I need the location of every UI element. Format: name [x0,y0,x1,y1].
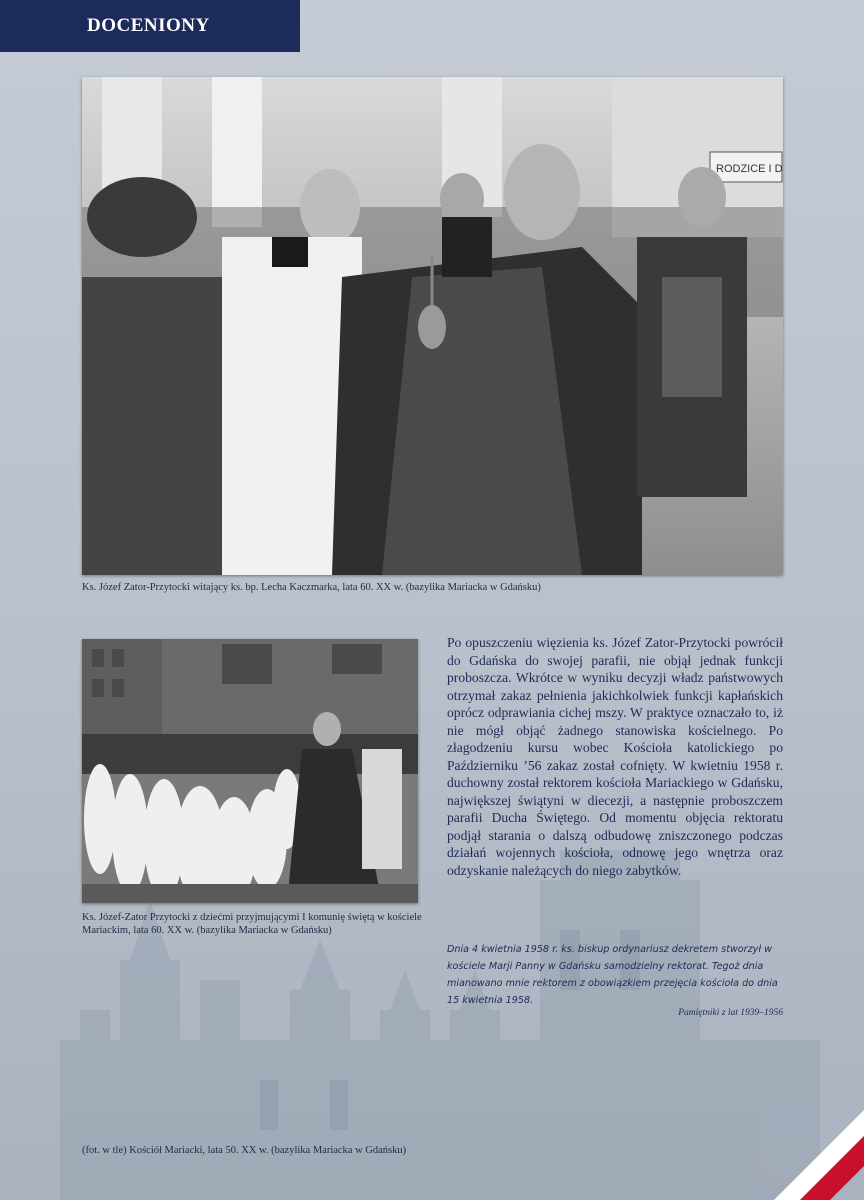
main-photo [82,77,783,575]
background-photo-caption: (fot. w tle) Kościół Mariacki, lata 50. XX w. (bazylika Mariacka w Gdańsku) [82,1145,407,1156]
polish-flag-corner [754,1090,864,1200]
quote-source: Pamiętniki z lat 1939–1956 [678,1008,783,1018]
section-header: DOCENIONY [0,0,300,52]
main-photo-caption: Ks. Józef Zator-Przytocki witający ks. bp. Lecha Kaczmarka, lata 60. XX w. (bazylika Mariacka w Gdańsku) [82,582,541,593]
communion-photo-caption: Ks. Józef-Zator Przytocki z dziećmi przyjmującymi I komunię świętą w kościele Mariackim, lata 60. XX w. (bazylika Mariacka w Gdańsku) [82,912,422,936]
sign-text: RODZICE I D [716,163,783,175]
communion-photo [82,639,418,903]
article-body: Po opuszczeniu więzienia ks. Józef Zator-Przytocki powrócił do Gdańska do swojej parafii, nie objął jednak funkcji proboszcza. Wkrótce w wyniku decyzji władz państwowych otrzymał zakaz pełnienia jakichkolwiek funkcji kapłańskich oprócz odprawiania cichej mszy. W praktyce oznaczało to, iż nie mógł objąć żadnego stanowiska kościelnego. Po złagodzeniu kursu wobec Kościoła katolickiego po Październiku ’56 zakaz został cofnięty. W kwietniu 1958 r. duchowny został rektorem kościoła Mariackiego w Gdańsku, największej świątyni w diecezji, a następnie proboszczem parafii Ducha Świętego. Od momentu objęcia rektoratu podjął starania o dalszą odbudowę zniszczonego podczas działań wojennych kościoła, odnowę jego wnętrza oraz odzyskanie należących do niego zabytków. [447,635,783,878]
memoir-quote: Dnia 4 kwietnia 1958 r. ks. biskup ordynariusz dekretem stworzył w kościele Marji Panny w Gdańsku samodzielny rektorat. Tegoż dnia mianowano mnie rektorem z obowiązkiem przejęcia kościoła do dnia 15 kwietnia 1958. [447,944,778,1006]
